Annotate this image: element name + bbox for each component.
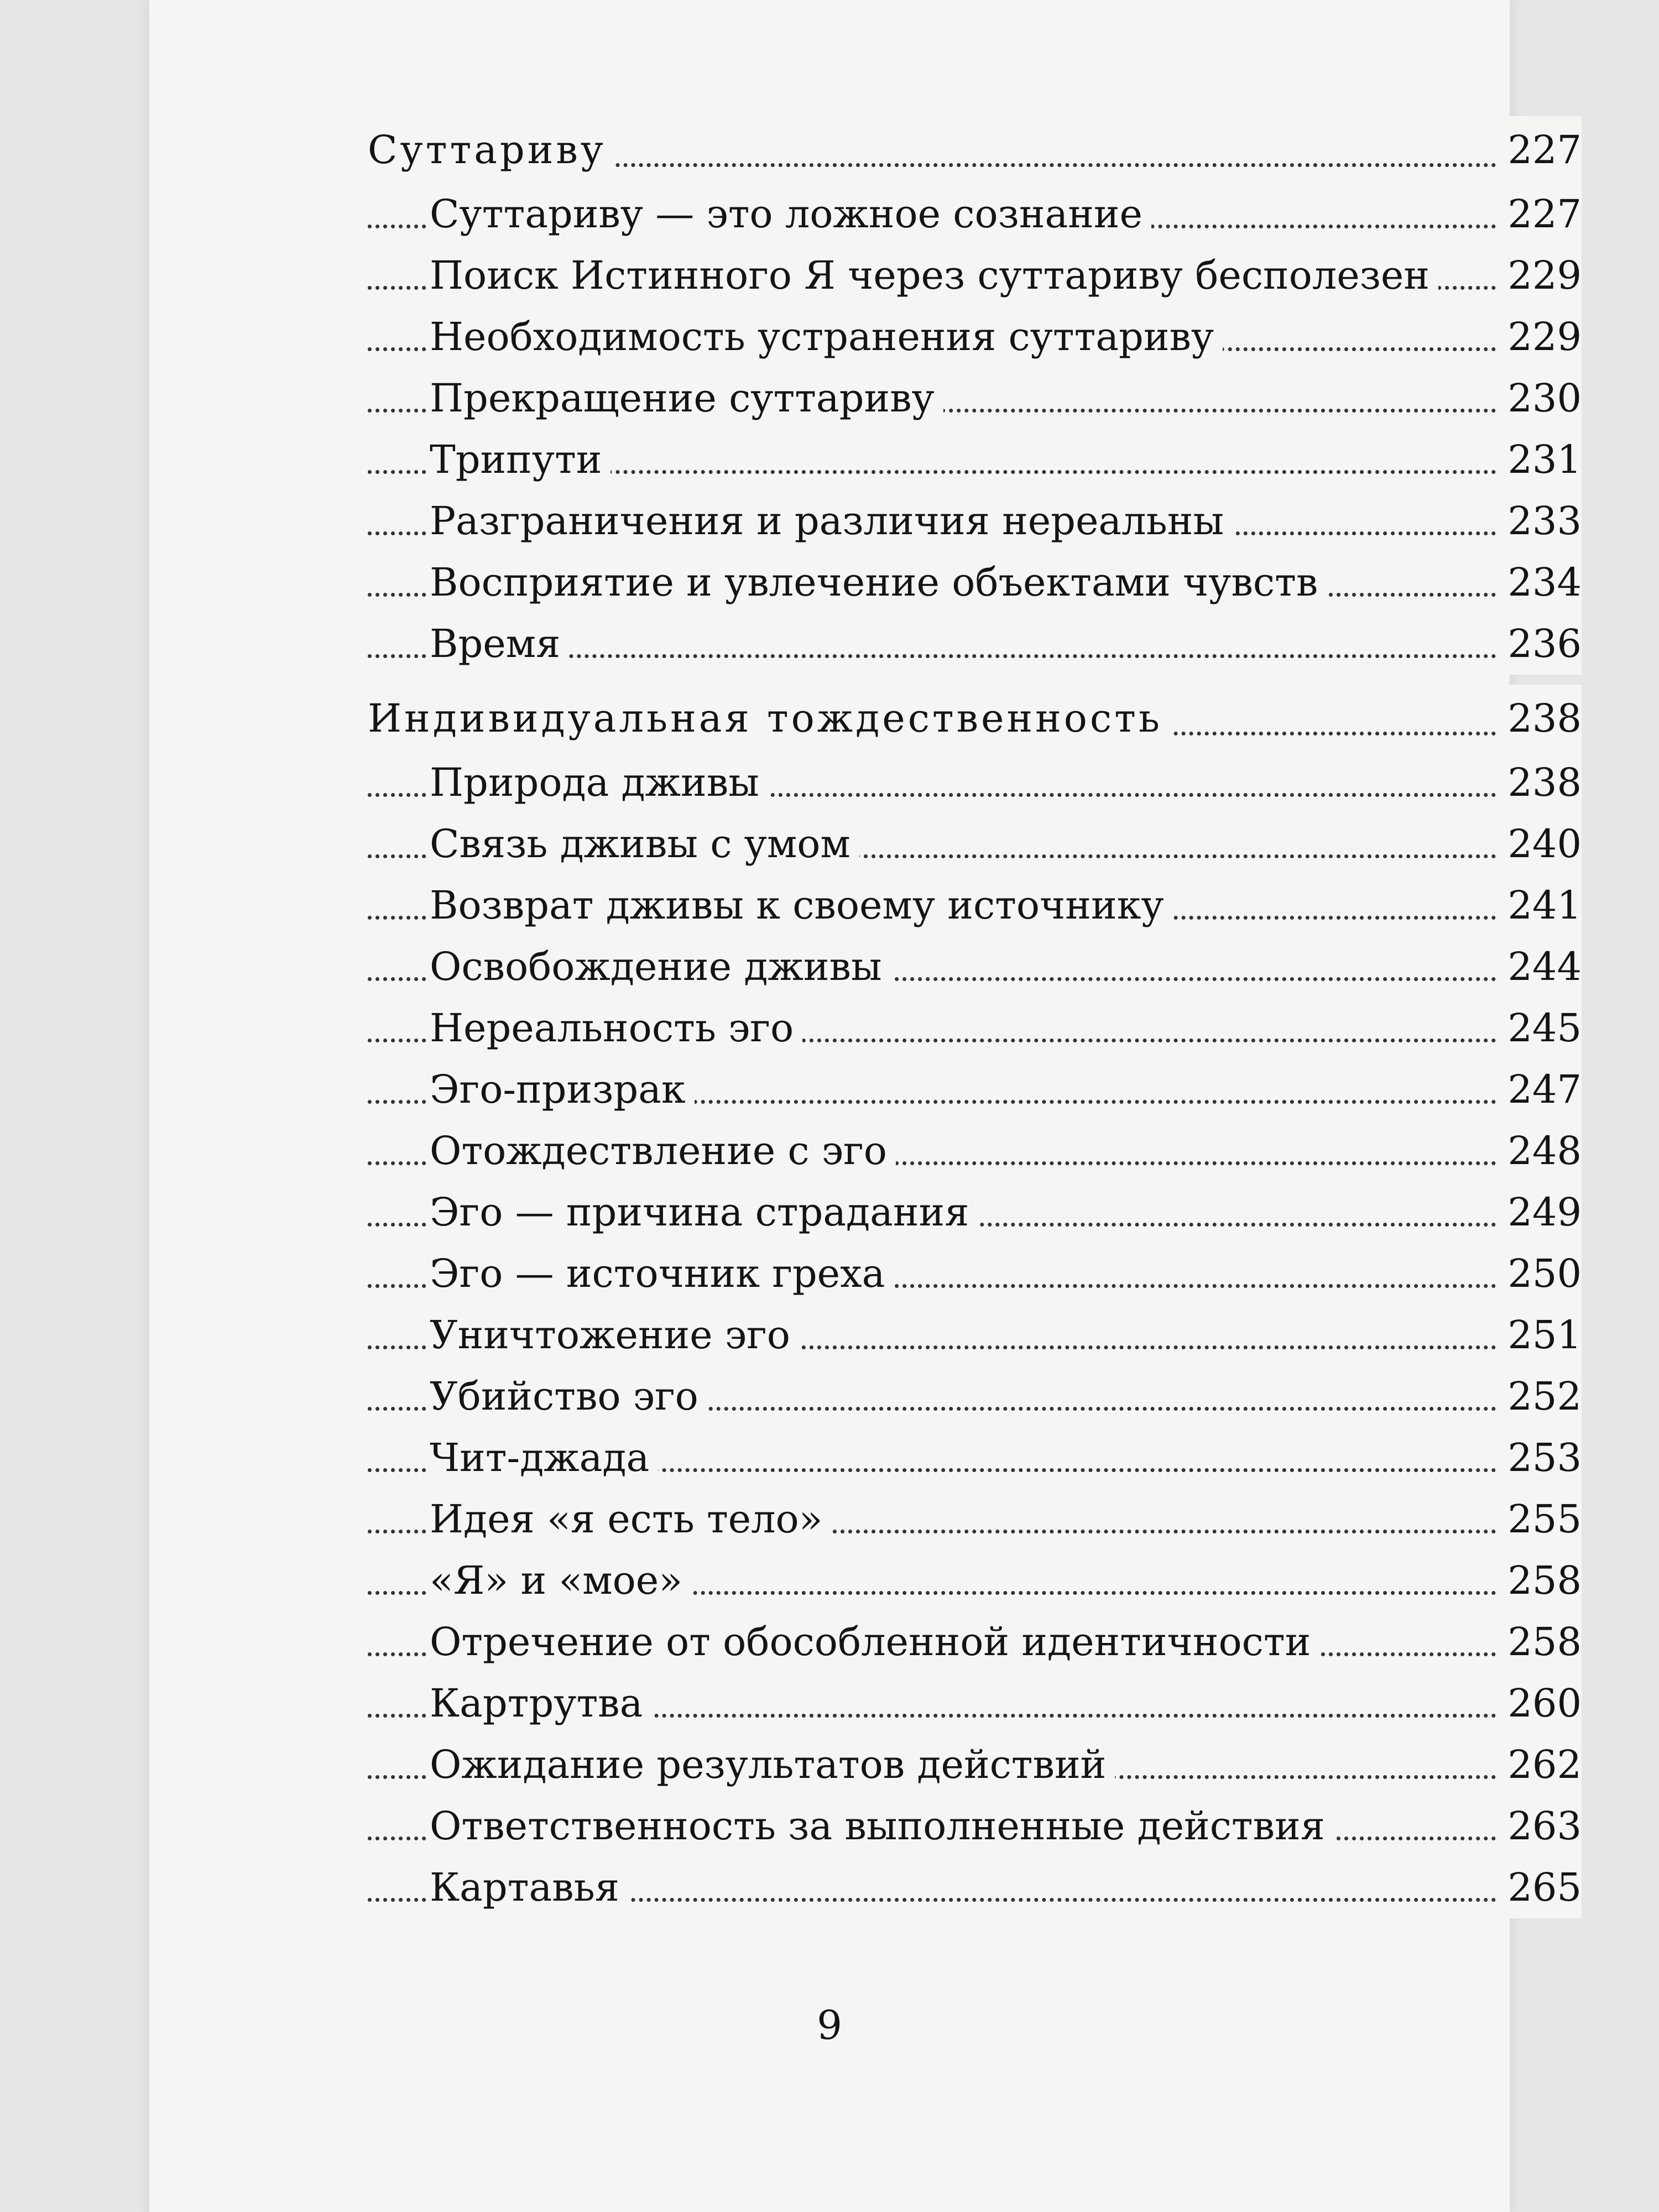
toc-entry xyxy=(368,1796,1582,1857)
toc-page-number: 241 xyxy=(1499,875,1582,936)
toc-page-number: 240 xyxy=(1499,813,1582,875)
toc-entry-title: Картавья xyxy=(430,1865,628,1910)
toc-page-number: 262 xyxy=(1499,1734,1582,1796)
toc-entry xyxy=(368,936,1582,998)
toc-entry xyxy=(368,1059,1582,1120)
toc-entry-title: Эго-призрак xyxy=(430,1067,695,1112)
toc-entry xyxy=(368,1366,1582,1427)
toc-entry xyxy=(368,491,1582,552)
toc-entry-title: Связь дживы с умом xyxy=(430,821,859,867)
toc-section-title: Индивидуальная тождественность xyxy=(368,696,1171,741)
toc-page-number: 252 xyxy=(1499,1366,1582,1427)
toc-entry xyxy=(368,1734,1582,1796)
toc-page-number: 249 xyxy=(1499,1182,1582,1243)
toc-entry-title: Ответственность за выполненные действия xyxy=(430,1803,1334,1849)
toc-entry xyxy=(368,1611,1582,1673)
toc-page-number: 245 xyxy=(1499,998,1582,1059)
toc-entry-title: Прекращение суттариву xyxy=(430,375,943,421)
toc-entry xyxy=(368,1427,1582,1489)
toc-entry xyxy=(368,1857,1582,1918)
toc-page-number: 238 xyxy=(1499,752,1582,813)
toc-entry xyxy=(368,752,1582,813)
page-number: 9 xyxy=(817,2002,842,2048)
toc-section xyxy=(368,116,1582,184)
toc-entry-title: Уничтожение эго xyxy=(430,1312,799,1358)
toc-entry-title: «Я» и «мое» xyxy=(430,1558,691,1603)
toc-page-number: 227 xyxy=(1499,184,1582,245)
toc-entry xyxy=(368,1673,1582,1734)
toc-page-number: 247 xyxy=(1499,1059,1582,1120)
toc-page-number: 238 xyxy=(1499,685,1582,752)
toc-entry xyxy=(368,245,1582,306)
toc-page-number: 263 xyxy=(1499,1796,1582,1857)
toc-entry xyxy=(368,184,1582,245)
toc-entry xyxy=(368,813,1582,875)
toc-page-number: 227 xyxy=(1499,116,1582,184)
toc-entry-title: Время xyxy=(430,621,569,666)
toc-page-number: 233 xyxy=(1499,491,1582,552)
toc-page-number: 253 xyxy=(1499,1427,1582,1489)
toc-entry-title: Природа дживы xyxy=(430,760,768,805)
toc-page-number: 265 xyxy=(1499,1857,1582,1918)
toc-entry-title: Отречение от обособленной идентичности xyxy=(430,1619,1319,1665)
toc-page-number: 230 xyxy=(1499,368,1582,429)
table-of-contents xyxy=(368,116,1582,1918)
toc-entry xyxy=(368,613,1582,675)
toc-entry-title: Идея «я есть тело» xyxy=(430,1496,832,1542)
toc-section-title: Суттариву xyxy=(368,127,615,173)
toc-entry-title: Суттариву — это ложное сознание xyxy=(430,191,1151,237)
toc-entry-title: Трипути xyxy=(430,437,611,482)
toc-entry-title: Нереальность эго xyxy=(430,1005,802,1051)
toc-entry xyxy=(368,1243,1582,1305)
toc-page-number: 258 xyxy=(1499,1550,1582,1611)
toc-entry xyxy=(368,552,1582,613)
toc-entry-title: Чит-джада xyxy=(430,1435,658,1480)
toc-page-number: 250 xyxy=(1499,1243,1582,1305)
toc-entry-title: Возврат дживы к своему источнику xyxy=(430,883,1173,928)
toc-entry xyxy=(368,368,1582,429)
toc-entry xyxy=(368,875,1582,936)
toc-entry-title: Необходимость устранения суттариву xyxy=(430,314,1223,359)
toc-entry-title: Картрутва xyxy=(430,1681,651,1726)
toc-page-number: 229 xyxy=(1499,306,1582,368)
toc-page-number: 258 xyxy=(1499,1611,1582,1673)
toc-entry-title: Эго — источник греха xyxy=(430,1251,894,1296)
toc-entry-title: Эго — причина страдания xyxy=(430,1190,978,1235)
toc-entry-title: Поиск Истинного Я через суттариву бесполезен xyxy=(430,253,1438,298)
toc-entry xyxy=(368,1182,1582,1243)
toc-entry-title: Убийство эго xyxy=(430,1374,707,1419)
toc-page-number: 244 xyxy=(1499,936,1582,998)
book-page xyxy=(149,0,1582,2212)
toc-entry-title: Разграничения и различия нереальны xyxy=(430,498,1233,544)
toc-entry xyxy=(368,429,1582,491)
toc-entry xyxy=(368,998,1582,1059)
toc-entry-title: Освобождение дживы xyxy=(430,944,891,989)
toc-page-number: 248 xyxy=(1499,1120,1582,1182)
toc-entry xyxy=(368,1305,1582,1366)
toc-section xyxy=(368,685,1582,752)
toc-page-number: 255 xyxy=(1499,1489,1582,1550)
toc-page-number: 260 xyxy=(1499,1673,1582,1734)
toc-entry xyxy=(368,1120,1582,1182)
toc-entry xyxy=(368,1489,1582,1550)
toc-page-number: 251 xyxy=(1499,1305,1582,1366)
toc-entry-title: Отождествление с эго xyxy=(430,1128,896,1173)
toc-page-number: 229 xyxy=(1499,245,1582,306)
toc-page-number: 234 xyxy=(1499,552,1582,613)
toc-page-number: 231 xyxy=(1499,429,1582,491)
toc-entry xyxy=(368,306,1582,368)
toc-entry xyxy=(368,1550,1582,1611)
toc-entry-title: Ожидание результатов действий xyxy=(430,1742,1115,1787)
toc-entry-title: Восприятие и увлечение объектами чувств xyxy=(430,560,1327,605)
toc-page-number: 236 xyxy=(1499,613,1582,675)
